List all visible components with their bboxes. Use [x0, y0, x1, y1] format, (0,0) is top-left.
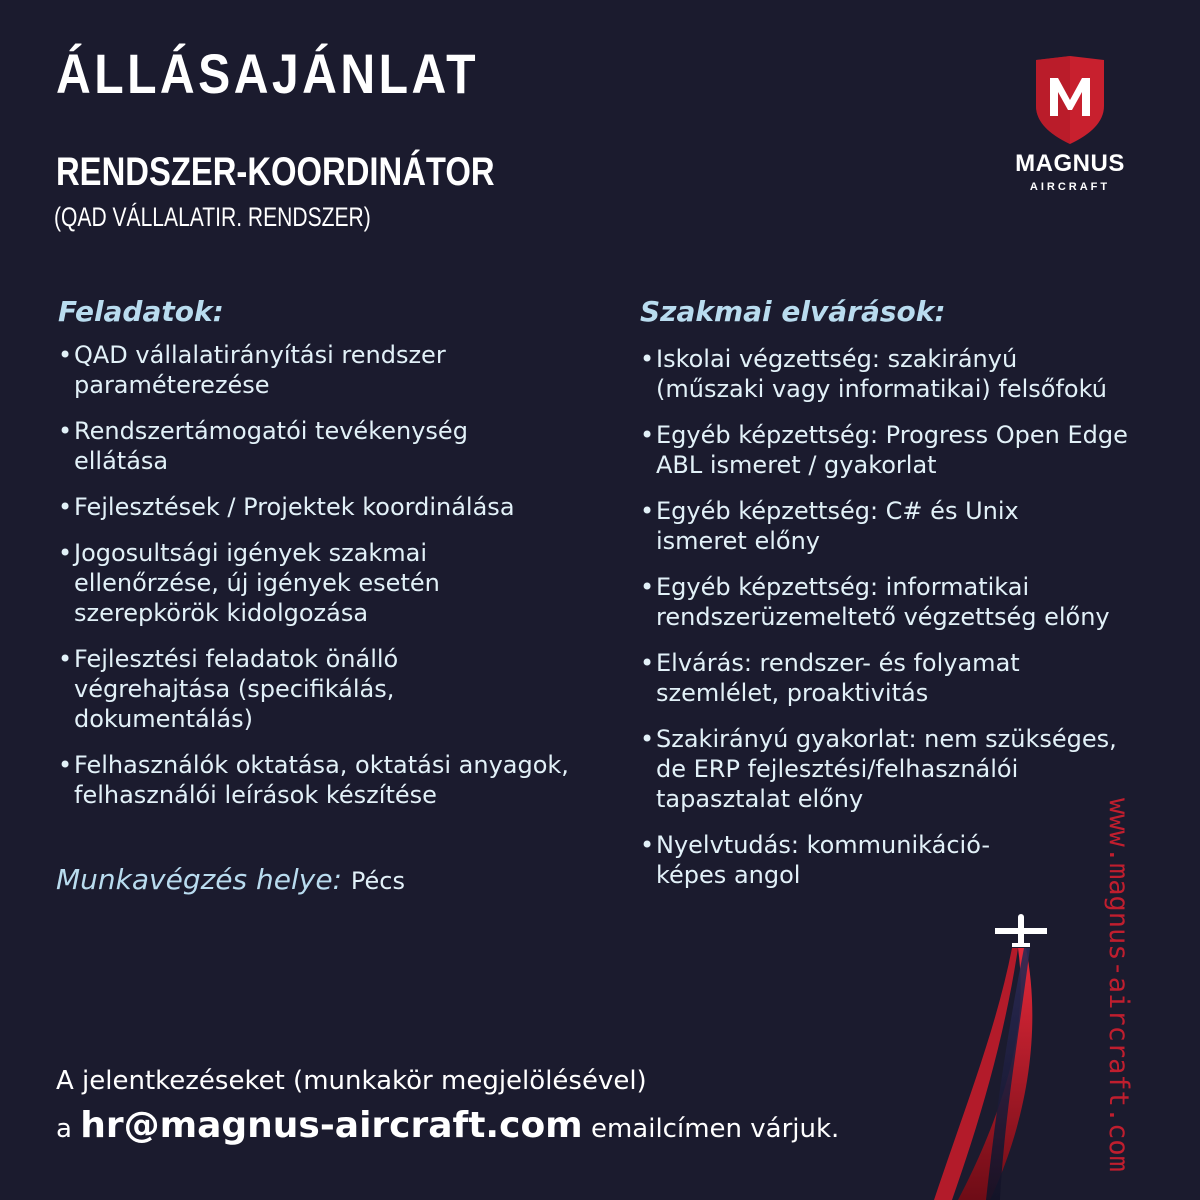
list-item: • Elvárás: rendszer- és folyamat szemlélet, proaktivitás [640, 648, 1160, 708]
list-item: • Jogosultsági igények szakmai ellenőrzése, új igények esetén szerepkörök kidolgozása [58, 538, 618, 628]
tasks-heading: Feladatok: [58, 295, 224, 328]
list-item: • Iskolai végzettség: szakirányú (műszaki vagy informatikai) felsőfokú [640, 344, 1160, 404]
list-item: • Nyelvtudás: kommunikáció- képes angol [640, 830, 1160, 890]
requirements-list [640, 344, 1160, 890]
website-link[interactable]: www.magnus-aircraft.com [1103, 798, 1134, 1172]
logo-subtitle: AIRCRAFT [1029, 181, 1111, 193]
workplace [56, 863, 405, 896]
workplace-label: Munkavégzés helye: [56, 863, 342, 896]
apply-text: A jelentkezéseket (munkakör megjelölésével) [56, 1066, 647, 1096]
list-item: • Fejlesztési feladatok önálló végrehajtása (specifikálás, dokumentálás) [58, 644, 618, 734]
apply-email-line [56, 1105, 840, 1147]
list-item: • Egyéb képzettség: informatikai rendszerüzemeltető végzettség előny [640, 572, 1160, 632]
apply-prefix: a [56, 1114, 72, 1144]
requirements-heading: Szakmai elvárások: [640, 295, 946, 328]
list-item: • Fejlesztések / Projektek koordinálása [58, 492, 618, 522]
airplane-icon [900, 900, 1080, 1200]
job-subtitle: (QAD VÁLLALATIR. RENDSZER) [54, 202, 371, 232]
workplace-value: Pécs [350, 867, 405, 895]
list-item: • Felhasználók oktatása, oktatási anyagok, felhasználói leírások készítése [58, 750, 618, 810]
list-item: • Rendszertámogatói tevékenység ellátása [58, 416, 618, 476]
shield-icon [1032, 56, 1108, 144]
list-item: • Egyéb képzettség: Progress Open Edge ABL ismeret / gyakorlat [640, 420, 1160, 480]
list-item: • QAD vállalatirányítási rendszer paraméterezése [58, 340, 618, 400]
tasks-list [58, 340, 618, 810]
headline: ÁLLÁSAJÁNLAT [56, 42, 479, 105]
list-item: • Egyéb képzettség: C# és Unix ismeret előny [640, 496, 1160, 556]
job-title: RENDSZER-KOORDINÁTOR [56, 150, 495, 194]
email-link[interactable]: hr@magnus-aircraft.com [80, 1105, 583, 1146]
apply-suffix: emailcímen várjuk. [590, 1114, 840, 1144]
logo-name: MAGNUS [1015, 150, 1125, 177]
list-item: • Szakirányú gyakorlat: nem szükséges, de ERP fejlesztési/felhasználói tapasztalat előny [640, 724, 1160, 814]
